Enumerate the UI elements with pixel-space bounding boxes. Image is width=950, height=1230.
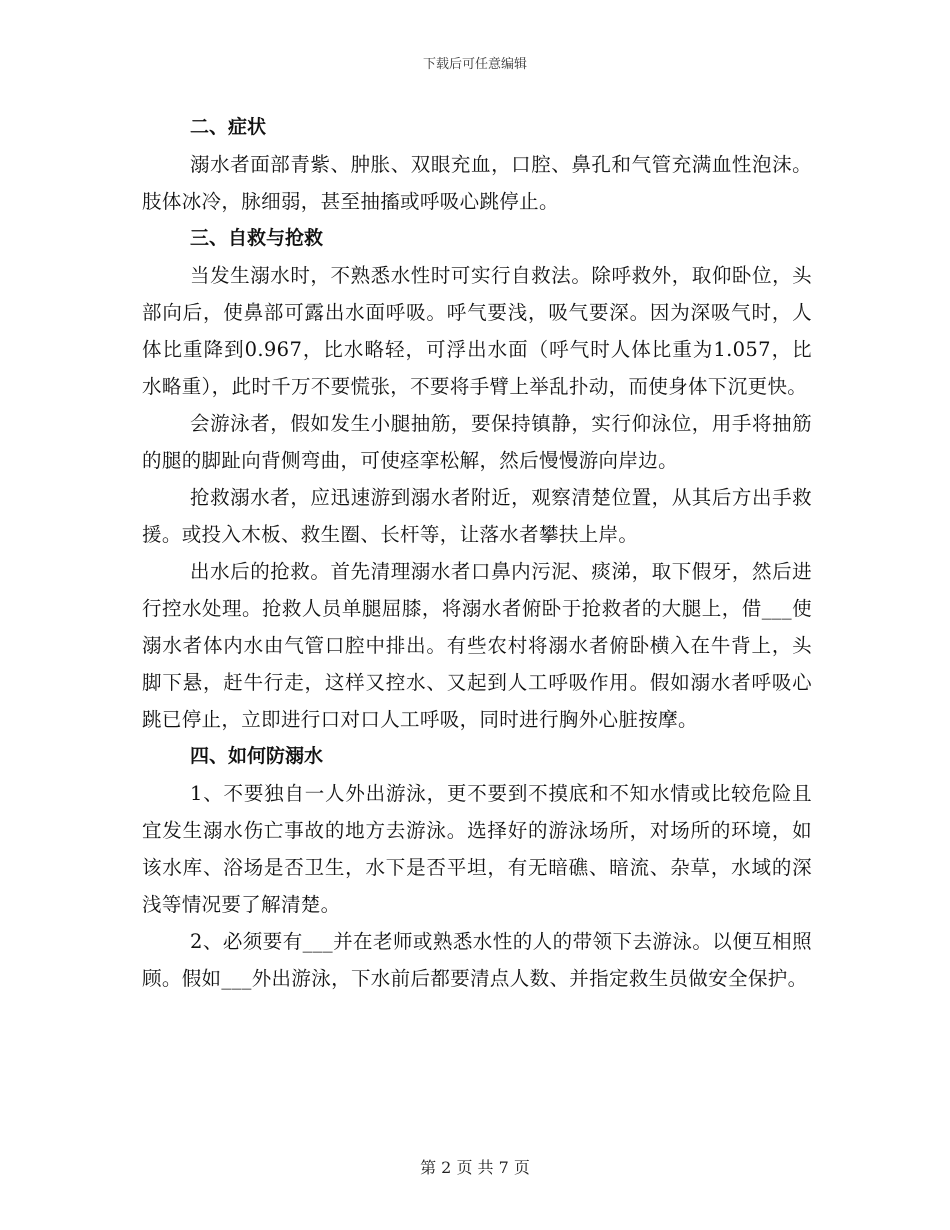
paragraph: 2、必须要有___并在老师或熟悉水性的人的带领下去游泳。以便互相照顾。假如___外出游泳，下水前后都要清点人数、并指定救生员做安全保护。 xyxy=(142,930,812,990)
paragraph: 抢救溺水者，应迅速游到溺水者附近，观察清楚位置，从其后方出手救援。或投入木板、救生圈、长杆等，让落水者攀扶上岸。 xyxy=(142,486,812,546)
paragraph: 溺水者面部青紫、肿胀、双眼充血，口腔、鼻孔和气管充满血性泡沫。肢体冰冷，脉细弱，甚至抽搐或呼吸心跳停止。 xyxy=(142,153,812,213)
section-heading-rescue: 三、自救与抢救 xyxy=(190,227,324,249)
document-body xyxy=(142,109,812,997)
paragraph: 当发生溺水时，不熟悉水性时可实行自救法。除呼救外，取仰卧位，头部向后，使鼻部可露出水面呼吸。呼气要浅，吸气要深。因为深吸气时，人体比重降到0.967，比水略轻，可浮出水面（呼气时人体比重为1.057，比水略重），此时千万不要慌张，不要将手臂上举乱扑动，而使身体下沉更快。 xyxy=(142,264,812,398)
section-heading-prevention: 四、如何防溺水 xyxy=(190,745,324,767)
paragraph: 出水后的抢救。首先清理溺水者口鼻内污泥、痰涕，取下假牙，然后进行控水处理。抢救人员单腿屈膝，将溺水者俯卧于抢救者的大腿上，借___使溺水者体内水由气管口腔中排出。有些农村将溺水者俯卧横入在牛背上，头脚下悬，赶牛行走，这样又控水、又起到人工呼吸作用。假如溺水者呼吸心跳已停止，立即进行口对口人工呼吸，同时进行胸外心脏按摩。 xyxy=(142,560,812,731)
paragraph: 1、不要独自一人外出游泳，更不要到不摸底和不知水情或比较危险且宜发生溺水伤亡事故的地方去游泳。选择好的游泳场所，对场所的环境，如该水库、浴场是否卫生，水下是否平坦，有无暗礁、暗流、杂草，水域的深浅等情况要了解清楚。 xyxy=(142,782,812,916)
page-number: 第 2 页 共 7 页 xyxy=(420,1158,530,1177)
paragraph: 会游泳者，假如发生小腿抽筋，要保持镇静，实行仰泳位，用手将抽筋的腿的脚趾向背侧弯曲，可使痉挛松解，然后慢慢游向岸边。 xyxy=(142,412,812,472)
page-header: 下载后可任意编辑 xyxy=(422,57,527,72)
section-heading-symptoms: 二、症状 xyxy=(190,116,267,138)
